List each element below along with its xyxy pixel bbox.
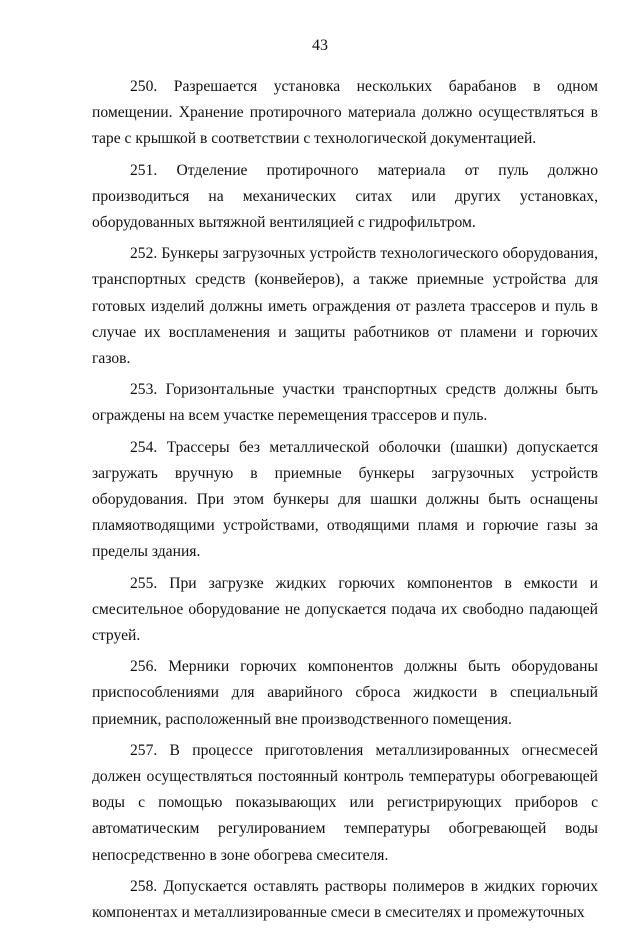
paragraph-257: 257. В процессе приготовления металлизированных огнесмесей должен осуществляться постоянный контроль температуры обогревающей воды с помощью показывающих или регистрирующих приборов с автоматическим регулированием температуры обогревающей воды непосредственно в зоне обогрева смесителя. [92, 741, 598, 864]
paragraph-250: 250. Разрешается установка нескольких барабанов в одном помещении. Хранение протирочного материала должно осуществляться в таре с крышкой в соответствии с технологической документацией. [92, 78, 598, 148]
page-number: 43 [312, 37, 328, 54]
paragraph-258: 258. Допускается оставлять растворы полимеров в жидких горючих компонентах и металлизированные смеси в смесителях и промежуточных [92, 877, 598, 922]
paragraph-253: 253. Горизонтальные участки транспортных средств должны быть ограждены на всем участке перемещения трассеров и пуль. [92, 381, 598, 425]
paragraph-251: 251. Отделение протирочного материала от пуль должно производиться на механических ситах или других установках, оборудованных вытяжной вентиляцией с гидрофильтром. [92, 161, 598, 232]
document-body [92, 74, 598, 931]
paragraph-254: 254. Трассеры без металлической оболочки (шашки) допускается загружать вручную в приемные бункеры загрузочных устройств оборудования. При этом бункеры для шашки должны быть оснащены пламяотводящими устройствами, отводящими пламя и горючие газы за пределы здания. [92, 438, 598, 561]
paragraph-252: 252. Бункеры загрузочных устройств технологического оборудования, транспортных средств (конвейеров), а также приемные устройства для готовых изделий должны иметь ограждения от разлета трассеров и пуль в случае их воспламенения и защиты работников от пламени и горючих газов. [92, 245, 598, 368]
paragraph-255: 255. При загрузке жидких горючих компонентов в емкости и смесительное оборудование не допускается подача их свободно падающей струей. [92, 574, 598, 645]
paragraph-256: 256. Мерники горючих компонентов должны быть оборудованы приспособлениями для аварийного сброса жидкости в специальный приемник, расположенный вне производственного помещения. [92, 658, 598, 728]
